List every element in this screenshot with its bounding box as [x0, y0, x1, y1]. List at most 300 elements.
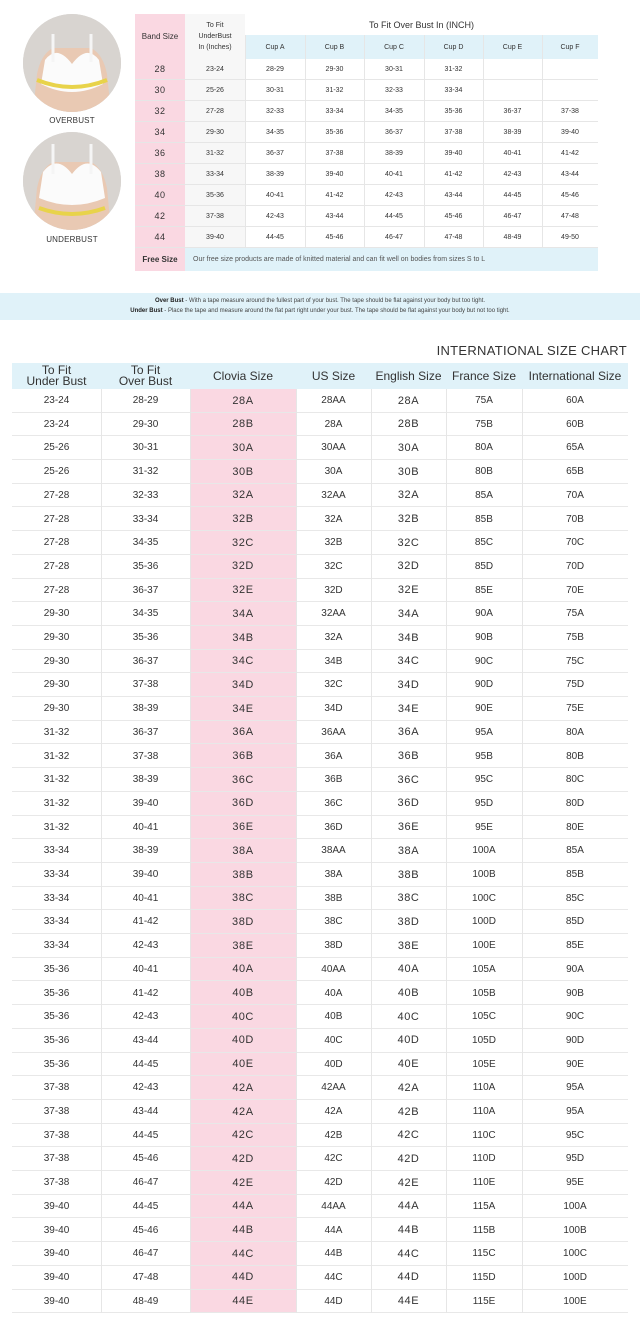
english-cell: 34E [397, 702, 420, 715]
cup-value-cell: 36-37 [266, 149, 284, 157]
international-cell: 95E [566, 1177, 584, 1189]
france-cell: 90A [475, 608, 493, 620]
cup-value-cell: 46-47 [385, 233, 403, 241]
english-cell: 44E [397, 1295, 420, 1308]
band-size-cell: 42 [154, 211, 166, 221]
underbust-fit-cell: 33-34 [206, 170, 224, 178]
clovia-cell: 28B [232, 418, 254, 431]
cup-value-cell: 37-38 [325, 149, 344, 157]
english-cell: 36A [397, 726, 420, 739]
cup-value-cell: 44-45 [503, 191, 522, 199]
international-header-row [12, 363, 628, 389]
over-bust-cell: 40-41 [132, 963, 159, 975]
cup-table-row [135, 206, 598, 227]
english-cell: 34D [397, 678, 420, 691]
under-bust-cell: 31-32 [43, 726, 70, 738]
international-cell: 90E [566, 1058, 584, 1070]
underbust-fit-cell: 39-40 [206, 233, 224, 241]
us-cell: 44B [324, 1248, 343, 1260]
underbust-fit-cell: 27-28 [206, 107, 224, 115]
cup-value-cell: 31-32 [325, 86, 344, 94]
clovia-cell: 28A [232, 394, 254, 407]
underbust-label: UNDERBUST [46, 235, 98, 244]
clovia-cell: 34A [232, 607, 254, 620]
over-bust-cell: 36-37 [132, 655, 159, 667]
clovia-cell: 30A [232, 441, 254, 454]
size-row [12, 1242, 628, 1266]
band-size-cell: 44 [154, 232, 166, 242]
over-bust-cell: 32-33 [132, 489, 159, 501]
france-cell: 85D [474, 560, 494, 572]
us-cell: 32D [324, 584, 343, 596]
free-size-row [135, 248, 598, 271]
english-cell: 44D [397, 1271, 420, 1284]
size-row [12, 1053, 628, 1077]
english-cell: 44A [397, 1200, 420, 1213]
over-bust-cell: 47-48 [132, 1271, 159, 1283]
clovia-cell: 34D [232, 678, 254, 691]
international-cell: 85B [566, 869, 584, 880]
underbust-illustration [23, 132, 121, 230]
underbust-fit-header-text: To Fit UnderBust In (Inches) [198, 22, 232, 51]
band-size-cell: 34 [154, 127, 166, 137]
under-bust-cell: 27-28 [43, 560, 70, 572]
over-bust-cell: 36-37 [132, 726, 159, 738]
english-cell: 34C [397, 655, 420, 668]
international-cell: 80E [566, 821, 584, 833]
international-cell: 80C [565, 774, 585, 786]
under-bust-cell: 25-26 [43, 466, 70, 478]
clovia-cell: 38C [232, 892, 254, 905]
cup-value-cell: 42-43 [385, 191, 403, 199]
france-cell: 110A [472, 1106, 496, 1117]
header-over-bust: To Fit Over Bust [118, 363, 173, 388]
cup-value-cell: 28-29 [266, 65, 284, 73]
cup-value-cell: 34-35 [385, 107, 403, 115]
clovia-cell: 36A [232, 726, 254, 739]
international-cell: 100C [563, 1248, 587, 1260]
cup-header-1: Cup A [265, 43, 285, 51]
cup-column-divider [245, 35, 246, 248]
over-bust-cell: 35-36 [132, 560, 159, 572]
underbust-fit-cell: 23-24 [206, 65, 224, 73]
under-bust-cell: 37-38 [43, 1106, 70, 1117]
international-cell: 70C [565, 537, 585, 549]
cup-value-cell: 43-44 [325, 212, 344, 220]
size-row [12, 768, 628, 792]
header-international: International Size [528, 368, 622, 383]
international-cell: 80A [566, 726, 584, 738]
size-row [12, 508, 628, 532]
underbust-note-title: Under Bust [130, 308, 163, 314]
english-cell: 32A [397, 489, 420, 502]
france-cell: 90E [475, 703, 493, 715]
international-cell: 100E [563, 1295, 587, 1307]
france-cell: 100A [472, 845, 496, 857]
cup-table-row [135, 59, 598, 80]
cup-table-row [135, 143, 598, 164]
us-cell: 42D [324, 1177, 343, 1189]
cup-value-cell [542, 59, 598, 79]
english-cell: 40E [397, 1058, 420, 1071]
france-cell: 105B [472, 987, 496, 999]
cup-value-cell: 45-46 [561, 191, 579, 199]
under-bust-cell: 29-30 [43, 655, 70, 667]
under-bust-cell: 23-24 [43, 395, 70, 406]
size-row [12, 460, 628, 484]
under-bust-cell: 27-28 [43, 513, 70, 525]
international-cell: 75D [565, 679, 585, 691]
clovia-cell: 40D [232, 1034, 254, 1047]
overbust-label: OVERBUST [49, 116, 95, 125]
cup-column-divider [542, 35, 543, 248]
international-cell: 75A [566, 608, 584, 620]
us-cell: 44A [324, 1224, 343, 1236]
over-bust-cell: 28-29 [132, 395, 159, 406]
cup-value-cell: 43-44 [444, 191, 463, 199]
us-cell: 40B [324, 1011, 343, 1023]
us-cell: 36AA [321, 726, 346, 738]
intl-column-divider [101, 389, 102, 1313]
cup-table-row [135, 185, 598, 206]
size-row [12, 436, 628, 460]
us-cell: 42A [324, 1106, 343, 1117]
underbust-fit-cell: 29-30 [206, 128, 224, 136]
france-cell: 110D [472, 1153, 496, 1165]
under-bust-cell: 35-36 [43, 963, 70, 975]
cup-size-section [0, 0, 640, 285]
english-cell: 36C [397, 773, 420, 786]
us-cell: 38AA [321, 845, 346, 857]
international-cell: 75C [565, 655, 585, 667]
clovia-cell: 38D [232, 915, 254, 928]
cup-value-cell [542, 80, 598, 100]
cup-value-cell: 44-45 [385, 212, 403, 220]
overbust-illustration [23, 14, 121, 112]
clovia-cell: 44D [232, 1271, 254, 1284]
english-cell: 32C [397, 536, 420, 549]
us-cell: 32C [324, 560, 343, 572]
size-row [12, 934, 628, 958]
under-bust-cell: 29-30 [43, 679, 70, 691]
us-cell: 30AA [321, 442, 346, 454]
international-cell: 90A [566, 963, 584, 975]
over-bust-cell: 39-40 [132, 869, 159, 880]
international-cell: 100D [563, 1271, 587, 1283]
over-bust-cell: 34-35 [132, 608, 159, 620]
cup-value-cell: 30-31 [385, 65, 403, 73]
international-cell: 90C [565, 1011, 585, 1023]
cup-value-cell: 37-38 [561, 107, 579, 115]
france-cell: 105A [472, 963, 496, 975]
cup-table-row [135, 164, 598, 185]
over-bust-cell: 40-41 [132, 821, 159, 833]
cup-size-table [135, 14, 598, 271]
measurement-note [0, 293, 640, 320]
underbust-note-text: - Place the tape and measure around the flat part right under your bust. The tape should be flat against your body but not too tight. [162, 308, 510, 314]
under-bust-cell: 23-24 [43, 418, 70, 430]
france-cell: 115E [472, 1295, 496, 1307]
under-bust-cell: 33-34 [43, 845, 70, 857]
us-cell: 32AA [321, 489, 346, 501]
us-cell: 40AA [321, 963, 346, 975]
france-cell: 75A [475, 395, 493, 406]
english-cell: 42A [397, 1081, 420, 1094]
header-france: France Size [451, 368, 517, 383]
english-cell: 34A [397, 607, 420, 620]
english-cell: 42D [397, 1152, 420, 1165]
over-bust-cell: 46-47 [132, 1177, 159, 1189]
international-cell: 85E [566, 940, 584, 952]
clovia-cell: 32C [232, 536, 254, 549]
under-bust-cell: 33-34 [43, 940, 70, 952]
intl-column-divider [190, 389, 191, 1313]
us-cell: 36D [324, 821, 343, 833]
english-cell: 42E [397, 1176, 420, 1189]
under-bust-cell: 31-32 [43, 797, 70, 809]
cup-value-cell: 47-48 [561, 212, 579, 220]
cup-value-cell: 36-37 [503, 107, 522, 115]
over-bust-cell: 37-38 [132, 679, 159, 691]
over-bust-cell: 42-43 [132, 1011, 159, 1023]
cup-value-cell: 35-36 [325, 128, 344, 136]
international-cell: 85C [565, 892, 585, 904]
underbust-fit-cell: 37-38 [206, 212, 224, 220]
france-cell: 115C [472, 1248, 496, 1260]
france-cell: 100E [472, 940, 496, 952]
overbust-photo [23, 14, 121, 112]
under-bust-cell: 39-40 [43, 1224, 70, 1236]
cup-value-cell [483, 80, 542, 100]
english-cell: 44B [397, 1224, 420, 1236]
france-cell: 115A [472, 1200, 496, 1212]
size-row [12, 816, 628, 840]
clovia-cell: 42A [232, 1105, 254, 1118]
over-bust-cell: 44-45 [132, 1200, 159, 1212]
clovia-cell: 36E [232, 821, 254, 834]
clovia-cell: 36D [232, 797, 254, 810]
international-cell: 90D [565, 1034, 585, 1046]
under-bust-cell: 33-34 [43, 892, 70, 904]
clovia-cell: 42C [232, 1129, 254, 1142]
cup-value-cell: 39-40 [561, 128, 579, 136]
clovia-cell: 36C [232, 773, 254, 786]
us-cell: 42AA [321, 1082, 346, 1094]
cup-value-cell: 43-44 [561, 170, 579, 178]
international-cell: 60A [566, 395, 584, 406]
clovia-cell: 42E [232, 1176, 254, 1189]
cup-value-cell: 36-37 [385, 128, 403, 136]
size-row [12, 1076, 628, 1100]
over-bust-cell: 48-49 [132, 1295, 159, 1307]
over-bust-cell: 38-39 [132, 774, 159, 786]
france-cell: 90D [474, 679, 494, 691]
cup-value-cell: 41-42 [444, 170, 463, 178]
band-size-header: Band Size [141, 32, 179, 41]
clovia-cell: 38B [232, 868, 254, 881]
overbust-fit-header: To Fit Over Bust In (INCH) [245, 14, 598, 35]
cup-table-row [135, 227, 598, 248]
size-row [12, 673, 628, 697]
france-cell: 105C [472, 1011, 496, 1023]
under-bust-cell: 35-36 [43, 1034, 70, 1046]
size-row [12, 602, 628, 626]
us-cell: 32A [324, 632, 343, 643]
english-cell: 38E [397, 939, 420, 952]
cup-value-cell [483, 59, 542, 79]
over-bust-cell: 44-45 [132, 1129, 159, 1141]
us-cell: 40C [324, 1034, 343, 1046]
size-row [12, 721, 628, 745]
size-row [12, 697, 628, 721]
france-cell: 110C [472, 1129, 496, 1141]
france-cell: 85E [475, 584, 493, 596]
cup-value-cell: 32-33 [385, 86, 403, 94]
clovia-cell: 44E [232, 1295, 254, 1308]
band-size-cell: 30 [154, 85, 166, 95]
under-bust-cell: 27-28 [43, 537, 70, 549]
over-bust-cell: 37-38 [132, 750, 159, 762]
over-bust-cell: 35-36 [132, 632, 159, 643]
cup-value-cell: 46-47 [503, 212, 522, 220]
cup-header-5: Cup E [502, 43, 523, 51]
size-row [12, 792, 628, 816]
size-row [12, 863, 628, 887]
size-row [12, 1124, 628, 1148]
english-cell: 30A [397, 441, 420, 454]
us-cell: 40A [324, 987, 343, 999]
english-cell: 44C [397, 1247, 420, 1260]
over-bust-cell: 43-44 [132, 1034, 159, 1046]
cup-header-3: Cup C [384, 43, 404, 51]
under-bust-cell: 37-38 [43, 1177, 70, 1189]
under-bust-cell: 33-34 [43, 916, 70, 928]
cup-header-4: Cup D [443, 43, 464, 51]
cup-value-cell: 33-34 [444, 86, 463, 94]
international-cell: 95A [566, 1082, 584, 1094]
size-row [12, 839, 628, 863]
france-cell: 105E [472, 1058, 496, 1070]
international-cell: 75B [566, 632, 584, 643]
france-cell: 75B [475, 418, 493, 430]
international-cell: 70B [566, 513, 584, 525]
cup-value-cell: 30-31 [266, 86, 284, 94]
cup-value-cell: 40-41 [266, 191, 284, 199]
cup-value-cell: 41-42 [561, 149, 579, 157]
cup-column-divider [364, 35, 365, 248]
size-row [12, 1171, 628, 1195]
cup-value-cell: 49-50 [561, 233, 579, 241]
cup-value-cell: 47-48 [444, 233, 463, 241]
english-cell: 38A [397, 844, 420, 857]
cup-header-2: Cup B [324, 43, 345, 51]
us-cell: 28AA [321, 395, 346, 406]
clovia-cell: 30B [232, 465, 254, 478]
over-bust-cell: 31-32 [132, 466, 159, 478]
us-cell: 36A [324, 750, 343, 762]
english-cell: 40A [397, 963, 420, 976]
clovia-cell: 34B [232, 631, 254, 644]
over-bust-cell: 43-44 [132, 1106, 159, 1117]
over-bust-cell: 40-41 [132, 892, 159, 904]
english-cell: 38B [397, 868, 420, 881]
english-cell: 36E [397, 821, 420, 834]
size-row [12, 484, 628, 508]
us-cell: 38B [324, 892, 343, 904]
cup-column-divider [424, 35, 425, 248]
band-size-cell: 36 [154, 148, 166, 158]
size-row [12, 1290, 628, 1314]
us-cell: 38C [324, 916, 343, 928]
international-cell: 100A [563, 1200, 587, 1212]
under-bust-cell: 27-28 [43, 584, 70, 596]
us-cell: 28A [324, 418, 343, 430]
under-bust-cell: 35-36 [43, 1058, 70, 1070]
header-us: US Size [311, 368, 356, 383]
size-row [12, 887, 628, 911]
france-cell: 100B [472, 869, 496, 880]
cup-value-cell: 40-41 [503, 149, 522, 157]
international-chart-title: INTERNATIONAL SIZE CHART [436, 343, 627, 358]
clovia-cell: 32E [232, 584, 254, 597]
france-cell: 115B [472, 1224, 496, 1236]
clovia-cell: 44C [232, 1247, 254, 1260]
clovia-cell: 38E [232, 939, 254, 952]
us-cell: 32AA [321, 608, 346, 620]
clovia-cell: 44A [232, 1200, 254, 1213]
france-cell: 80B [475, 466, 493, 478]
over-bust-cell: 30-31 [132, 442, 159, 454]
international-cell: 100B [563, 1224, 587, 1236]
international-cell: 75E [566, 703, 584, 715]
clovia-cell: 40A [232, 963, 254, 976]
cup-value-cell: 32-33 [266, 107, 284, 115]
under-bust-cell: 37-38 [43, 1082, 70, 1094]
international-cell: 80B [566, 750, 584, 762]
under-bust-cell: 37-38 [43, 1129, 70, 1141]
under-bust-cell: 35-36 [43, 1011, 70, 1023]
us-cell: 34D [324, 703, 343, 715]
english-cell: 28B [397, 418, 420, 431]
over-bust-cell: 45-46 [132, 1153, 159, 1165]
us-cell: 32C [324, 679, 343, 691]
underbust-note [0, 306, 640, 316]
size-row [12, 1266, 628, 1290]
clovia-cell: 38A [232, 844, 254, 857]
cup-value-cell: 45-46 [444, 212, 463, 220]
cup-value-cell: 38-39 [385, 149, 403, 157]
us-cell: 32B [324, 537, 343, 549]
international-cell: 80D [565, 797, 585, 809]
clovia-cell: 32A [232, 489, 254, 502]
us-cell: 36C [324, 797, 343, 809]
under-bust-cell: 39-40 [43, 1248, 70, 1260]
over-bust-cell: 29-30 [132, 418, 159, 430]
cup-header-6: Cup F [560, 43, 580, 51]
size-row [12, 1147, 628, 1171]
clovia-cell: 34C [232, 655, 254, 668]
size-row [12, 579, 628, 603]
france-cell: 90C [474, 655, 494, 667]
band-size-cell: 40 [154, 190, 166, 200]
clovia-cell: 40E [232, 1058, 254, 1071]
overbust-note [0, 296, 640, 306]
france-cell: 95A [475, 726, 493, 738]
english-cell: 42C [397, 1129, 420, 1142]
english-cell: 40D [397, 1034, 420, 1047]
size-row [12, 389, 628, 413]
header-clovia: Clovia Size [212, 368, 274, 383]
